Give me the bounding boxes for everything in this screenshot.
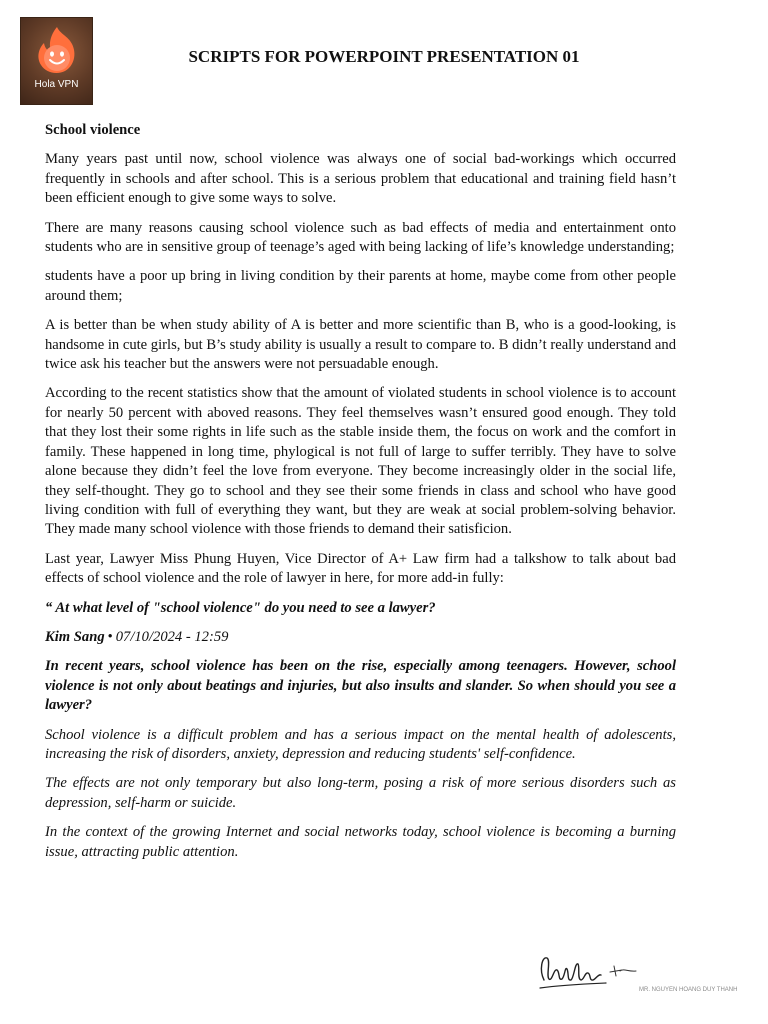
document-body — [45, 121, 676, 872]
logo-label: Hola VPN — [34, 79, 79, 90]
document-title: SCRIPTS FOR POWERPOINT PRESENTATION 01 — [188, 47, 580, 66]
article-paragraph: School violence is a difficult problem and has a serious impact on the mental health of adolescents, increasing the risk of disorders, anxiety, depression and reducing students' self-confidence. — [45, 726, 676, 762]
article-lead: In recent years, school violence has been on the rise, especially among teenagers. However, school violence is not only about beatings and injuries, but also insults and slander. So when should you see a lawyer? — [45, 658, 676, 714]
body-paragraph: According to the recent statistics show that the amount of violated students in school violence is to account for nearly 50 percent with aboved reasons. They feel themselves wasn’t ensured good enough. They told that they lost their some rights in life such as the stable inside them, the focus on work and the comfort in family. These happened in long time, phylogical is not full of large to suffer terribly. They have to solve alone because they didn’t feel the love from everyone. They become increasingly older in the social life, they self-thought. They go to school and they see their some friends in class and school who have good living condition with full of everything they want, but they are weak at social problem-solving behavior. They made many school violence with those friends to demand their satisficion. — [45, 385, 676, 538]
article-paragraph: The effects are not only temporary but also long-term, posing a risk of more serious disorders such as depression, self-harm or suicide. — [45, 775, 676, 811]
handwritten-signature-icon — [536, 950, 646, 995]
body-paragraph: students have a poor up bring in living condition by their parents at home, maybe come from other people around them; — [45, 268, 676, 304]
article-question: “ At what level of "school violence" do you need to see a lawyer? — [45, 599, 436, 616]
body-paragraph: Last year, Lawyer Miss Phung Huyen, Vice Director of A+ Law firm had a talkshow to talk about bad effects of school violence and the role of lawyer in here, for more add-in fully: — [45, 550, 676, 587]
byline-author: Kim Sang — [45, 628, 105, 645]
body-paragraph: There are many reasons causing school violence such as bad effects of media and entertainment onto students who are in sensitive group of teenage’s aged with being lacking of life’s knowledge understanding; — [45, 219, 676, 256]
section-heading: School violence — [45, 122, 141, 138]
body-paragraph: Many years past until now, school violence was always one of social bad-workings which occurred frequently in schools and after school. This is a serious problem that educational and training field hasn’t been efficient enough to give some ways to solve. — [45, 151, 676, 207]
body-paragraph: A is better than be when study ability of A is better and more scientific than B, who is a good-looking, is handsome in cute girls, but B’s study ability is usually a result to compare to. B didn’t really understand and twice ask his teacher but the answers were not persuadable enough. — [45, 317, 676, 373]
signature-name: MR. NGUYEN HOANG DUY THANH — [639, 987, 738, 993]
article-paragraph: In the context of the growing Internet and social networks today, school violence is becoming a burning issue, attracting public attention. — [45, 824, 676, 860]
article-byline — [45, 628, 676, 647]
byline-date: 07/10/2024 - 12:59 — [115, 628, 229, 645]
byline-separator: • — [107, 628, 113, 645]
